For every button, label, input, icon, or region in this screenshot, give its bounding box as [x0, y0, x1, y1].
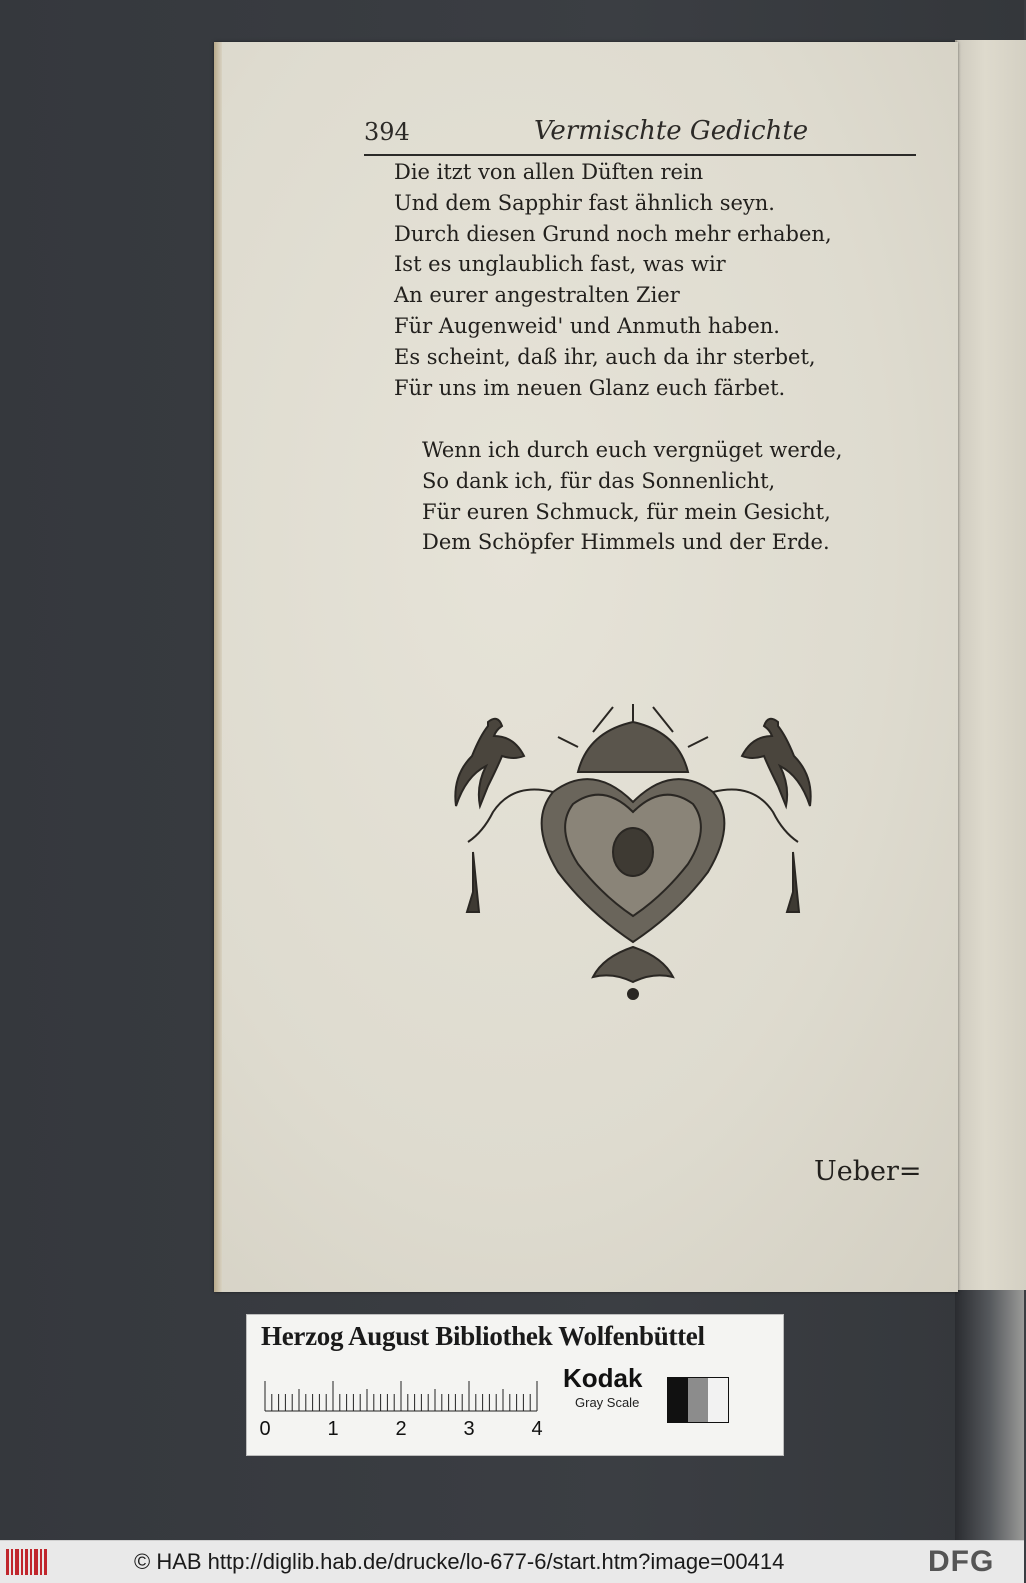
ruler-label: 0: [259, 1418, 271, 1440]
gray-patch-mid: [688, 1378, 708, 1422]
ruler-label: 3: [463, 1418, 475, 1440]
book-page: [214, 42, 958, 1292]
hab-barcode-icon: [6, 1549, 48, 1575]
footer-bar: [0, 1540, 1024, 1583]
ruler-label: 4: [531, 1418, 543, 1440]
kodak-logo: Kodak: [563, 1363, 643, 1393]
verse-line: Für Augenweid' und Anmuth haben.: [394, 313, 780, 338]
verse-line: So dank ich, für das Sonnenlicht,: [422, 468, 776, 493]
adjacent-page-edge: [955, 40, 1026, 1290]
spine-strip: [955, 1290, 1024, 1540]
ruler-scale: [259, 1371, 543, 1451]
verse-line: An eurer angestralten Zier: [394, 283, 680, 308]
verse-line: Es scheint, daß ihr, auch da ihr sterbet,: [394, 344, 816, 369]
page-number: 394: [364, 118, 410, 146]
gray-patch-white: [708, 1378, 728, 1422]
gray-scale-label: Gray Scale: [575, 1395, 640, 1410]
color-calibration-card: [246, 1314, 784, 1456]
verse-line: Für euren Schmuck, für mein Gesicht,: [422, 499, 831, 524]
verse-line: Dem Schöpfer Himmels und der Erde.: [422, 530, 830, 555]
verse-line: Durch diesen Grund noch mehr erhaben,: [394, 221, 832, 246]
ornament-vignette-icon: [428, 702, 838, 1002]
verse-line: Ist es unglaublich fast, was wir: [394, 252, 726, 277]
stanza-1: [394, 157, 832, 403]
verse-line: Wenn ich durch euch vergnüget werde,: [422, 438, 843, 462]
running-head: Vermischte Gedichte: [534, 116, 809, 146]
verse-line: Die itzt von allen Düften rein: [394, 160, 704, 184]
stanza-2: [422, 435, 842, 558]
copyright-link[interactable]: © HAB http://diglib.hab.de/drucke/lo-677-6/start.htm?image=00414: [134, 1549, 785, 1574]
page-header: [364, 114, 916, 156]
library-name: Herzog August Bibliothek Wolfenbüttel: [261, 1321, 705, 1351]
verse-line: Und dem Sapphir fast ähnlich seyn.: [394, 190, 775, 215]
dfg-logo: DFG: [928, 1545, 995, 1578]
gray-patches: [667, 1377, 729, 1423]
gray-patch-black: [668, 1378, 688, 1422]
verse-line: Für uns im neuen Glanz euch färbet.: [394, 375, 786, 400]
ruler-label: 2: [395, 1418, 407, 1440]
catchword: Ueber=: [814, 1156, 922, 1187]
ruler-label: 1: [327, 1418, 339, 1440]
